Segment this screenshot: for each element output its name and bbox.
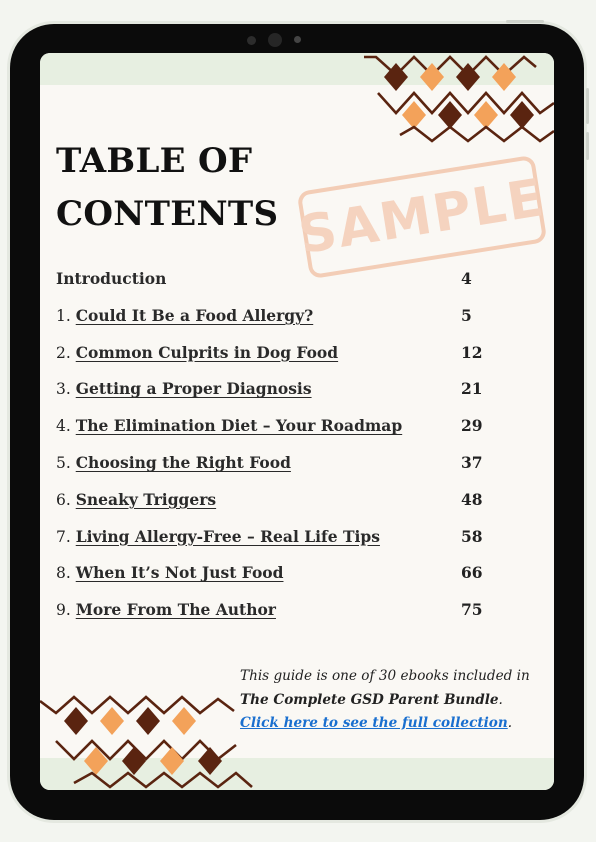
toc-item[interactable] [56,306,496,343]
toc-chapter-link[interactable]: Sneaky Triggers [75,489,217,509]
side-button-right [586,88,589,124]
toc-chapter-link[interactable]: More From The Author [75,600,276,620]
toc-page-number: 37 [461,452,483,472]
toc-page-number: 12 [461,342,483,362]
toc-chapter-link[interactable]: Common Culprits in Dog Food [75,342,339,362]
toc-chapter-link[interactable]: Living Allergy-Free – Real Life Tips [75,526,380,546]
toc-number: 4. [56,417,76,436]
toc-number: 8. [56,564,76,583]
toc-item[interactable] [56,453,496,490]
toc-chapter-link[interactable]: Getting a Proper Diagnosis [75,379,312,399]
side-button-top [506,20,544,23]
toc-item[interactable] [56,600,496,637]
diamond-pattern-top [360,53,554,145]
diamond-pattern-bottom [40,693,254,790]
bundle-note: This guide is one of 30 ebooks included in The Complete GSD Parent Bundle. Click here to see the full collection. [240,668,530,731]
toc-number: 6. [56,490,76,509]
toc-page-number: 5 [461,305,472,325]
toc-number: 5. [56,453,76,472]
toc-chapter-link[interactable]: Introduction [56,269,167,288]
toc-list [56,269,496,637]
sensor-dot [247,36,256,45]
toc-chapter-link[interactable]: Could It Be a Food Allergy? [75,305,314,325]
toc-page-number: 48 [461,489,483,509]
page-screen [40,53,554,790]
toc-number: 2. [56,343,76,362]
side-button-right-2 [586,132,589,160]
toc-page-number: 29 [461,416,483,436]
toc-page-number: 21 [461,379,483,399]
bundle-name: The Complete GSD Parent Bundle [240,691,499,708]
toc-page-number: 66 [461,563,483,583]
toc-page-number: 58 [461,526,483,546]
toc-chapter-link[interactable]: When It’s Not Just Food [75,563,284,583]
toc-page-number: 75 [461,600,483,620]
camera-dot [294,36,301,43]
toc-chapter-link[interactable]: Choosing the Right Food [75,452,291,472]
toc-number: 3. [56,380,76,399]
toc-page-number: 4 [461,269,472,288]
camera-lens [268,33,282,47]
toc-item[interactable] [56,490,496,527]
title-line-2: CONTENTS [56,194,279,234]
toc-number: 7. [56,527,76,546]
toc-item[interactable] [56,416,496,453]
toc-item[interactable] [56,343,496,380]
toc-item[interactable] [56,269,496,306]
toc-chapter-link[interactable]: The Elimination Diet – Your Roadmap [75,416,403,436]
toc-number: 9. [56,601,76,620]
toc-number: 1. [56,306,76,325]
sample-watermark: SAMPLE [297,155,548,279]
title-line-1: TABLE OF [56,141,253,181]
full-collection-link[interactable]: Click here to see the full collection [240,715,508,731]
page-title [56,135,278,241]
toc-item[interactable] [56,527,496,564]
toc-item[interactable] [56,379,496,416]
toc-item[interactable] [56,563,496,600]
